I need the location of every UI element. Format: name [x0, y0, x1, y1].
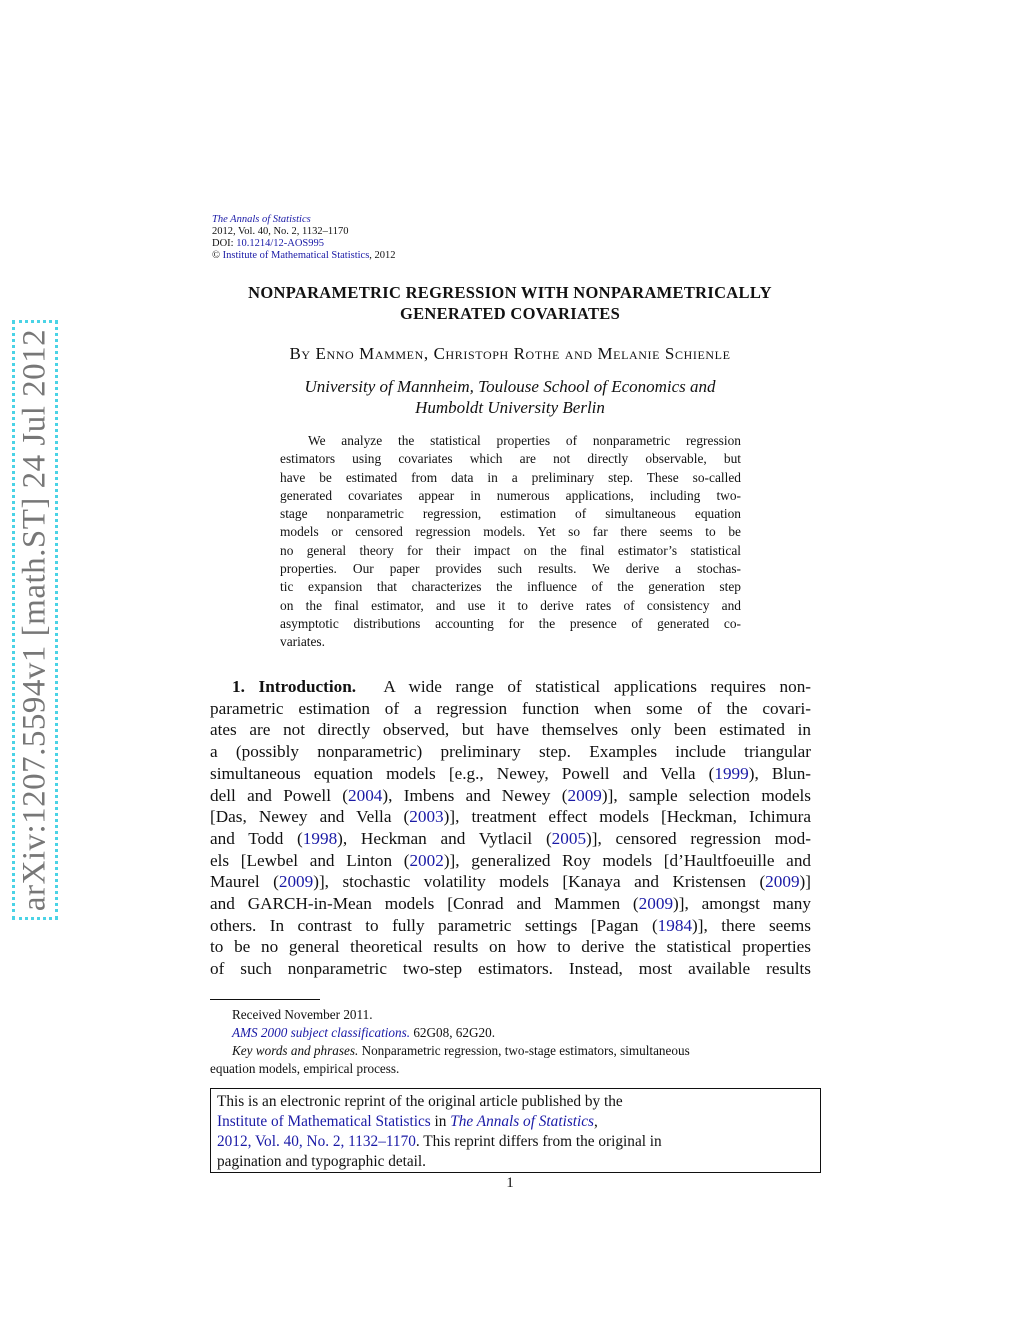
- keywords: [210, 1042, 811, 1060]
- intro-text: [Das, Newey and Vella (: [210, 807, 410, 827]
- intro-text: els [Lewbel and Linton (: [210, 850, 410, 870]
- intro-text: and Todd (: [210, 828, 303, 848]
- abstract-line: variates.: [280, 634, 325, 650]
- intro-text: Maurel (: [210, 872, 279, 892]
- intro-text: )], treatment effect models [Heckman, Ichimura: [443, 807, 812, 827]
- intro-line: [210, 915, 811, 937]
- abstract-line: generated covariates appear in numerous applications, including two-: [280, 487, 741, 503]
- citation-link[interactable]: 1998: [302, 828, 338, 848]
- abstract-line: We analyze the statistical properties of nonparametric regression: [308, 433, 741, 448]
- intro-line: of such nonparametric two-step estimators. Instead, most available results: [210, 959, 811, 979]
- copyright-year: , 2012: [369, 250, 396, 261]
- citation-link[interactable]: 1984: [657, 915, 693, 935]
- citation-link[interactable]: 2009: [278, 872, 314, 892]
- intro-line: ates are not directly observed, but have themselves only been estimated in: [210, 720, 811, 740]
- intro-text: simultaneous equation models [e.g., Newey, Powell and Vella (: [210, 763, 715, 783]
- page-number: 1: [506, 1175, 514, 1191]
- intro-text: )], there seems: [692, 915, 811, 935]
- reprint-notice: [210, 1088, 821, 1173]
- intro-text: others. In contrast to fully parametric settings [Pagan (: [210, 915, 658, 935]
- ams-codes: 62G08, 62G20.: [410, 1025, 496, 1040]
- intro-line: a (possibly nonparametric) preliminary step. Examples include triangular: [210, 742, 811, 762]
- journal-header: [212, 214, 396, 262]
- copyright-line: [212, 250, 396, 262]
- received-date: Received November 2011.: [232, 1007, 373, 1022]
- intro-text: )], stochastic volatility models [Kanaya and Kristensen (: [313, 872, 766, 892]
- intro-line: [210, 893, 811, 915]
- citation-link[interactable]: 2005: [551, 828, 587, 848]
- intro-text: ), Blun-: [748, 763, 812, 783]
- abstract-line: models or censored regression models. Yet so far there seems to be: [280, 524, 741, 540]
- abstract-line: estimators using covariates which are not directly observable, but: [280, 451, 741, 467]
- reprint-line: [217, 1112, 814, 1132]
- intro-text: )], sample selection models: [601, 785, 811, 805]
- intro-line: [210, 676, 811, 698]
- intro-text: dell and Powell (: [210, 785, 349, 805]
- intro-line: [210, 785, 811, 807]
- doi-link[interactable]: 10.1214/12-AOS995: [236, 238, 325, 249]
- reprint-text: ,: [594, 1113, 598, 1130]
- abstract-line: have be estimated from data in a preliminary step. These so-called: [280, 469, 741, 485]
- affiliations: [200, 376, 820, 418]
- reprint-line: This is an electronic reprint of the original article published by the: [217, 1093, 623, 1110]
- paper-title: [200, 282, 820, 324]
- citation-link[interactable]: 2009: [567, 785, 602, 805]
- doi-line: [212, 238, 396, 250]
- intro-line: [210, 850, 811, 872]
- reprint-line: pagination and typographic detail.: [217, 1153, 426, 1170]
- citation-link[interactable]: 2009: [765, 872, 800, 892]
- abstract-line: properties. Our paper provides such results. We derive a stochas-: [280, 561, 741, 577]
- keywords-text: Nonparametric regression, two-stage estimators, simultaneous: [358, 1043, 690, 1058]
- footnote-divider: [210, 999, 320, 1000]
- abstract: [280, 432, 741, 652]
- authors: By Enno Mammen, Christoph Rothe and Melanie Schienle: [289, 344, 731, 363]
- intro-line: [210, 806, 811, 828]
- intro-line: [210, 828, 811, 850]
- institute-link[interactable]: Institute of Mathematical Statistics: [222, 250, 370, 261]
- copyright-icon: ©: [212, 250, 220, 261]
- intro-line: [210, 871, 811, 893]
- intro-text: )]: [799, 872, 811, 892]
- intro-text: A wide range of statistical applications requires non-: [383, 677, 812, 696]
- ams-link[interactable]: AMS 2000 subject classifications.: [232, 1025, 411, 1040]
- intro-text: )], generalized Roy models [d’Haultfoeuille and: [443, 850, 812, 870]
- intro-text: )], censored regression mod-: [586, 828, 811, 848]
- abstract-line: asymptotic distributions accounting for the presence of generated co-: [280, 615, 741, 631]
- doi-label: DOI:: [212, 238, 237, 249]
- abstract-line: on the final estimator, and use it to derive rates of consistency and: [280, 597, 741, 613]
- volume-info: 2012, Vol. 40, No. 2, 1132–1170: [212, 226, 349, 237]
- intro-text: )], amongst many: [673, 894, 811, 914]
- abstract-line: no general theory for their impact on the final estimator’s statistical: [280, 542, 741, 558]
- keywords-continued: equation models, empirical process.: [210, 1061, 400, 1076]
- footnotes: [210, 1006, 811, 1078]
- introduction-section: [210, 676, 811, 980]
- journal-name[interactable]: The Annals of Statistics: [212, 214, 311, 225]
- arxiv-id[interactable]: arXiv:1207.5594v1 [math.ST] 24 Jul 2012: [16, 328, 53, 912]
- institute-link[interactable]: Institute of Mathematical Statistics: [217, 1113, 431, 1130]
- citation-link[interactable]: 2012, Vol. 40, No. 2, 1132–1170: [217, 1133, 416, 1150]
- reprint-text: . This reprint differs from the original in: [415, 1133, 662, 1150]
- citation-link[interactable]: 2009: [638, 894, 674, 914]
- citation-link[interactable]: 2002: [409, 850, 444, 870]
- intro-line: to be no general theoretical results on how to derive the statistical properties: [210, 937, 811, 957]
- affiliation-line-1: University of Mannheim, Toulouse School of Economics and: [304, 377, 716, 396]
- citation-link[interactable]: 1999: [714, 763, 749, 783]
- title-line-1: NONPARAMETRIC REGRESSION WITH NONPARAMETRICALLY: [248, 283, 772, 302]
- title-line-2: GENERATED COVARIATES: [399, 304, 621, 323]
- abstract-line: stage nonparametric regression, estimation of simultaneous equation: [280, 506, 741, 522]
- reprint-text: in: [430, 1113, 451, 1130]
- intro-text: ), Heckman and Vytlacil (: [337, 828, 552, 848]
- citation-link[interactable]: 2004: [348, 785, 383, 805]
- affiliation-line-2: Humboldt University Berlin: [415, 398, 605, 417]
- keywords-label: Key words and phrases.: [232, 1043, 359, 1058]
- intro-line: [210, 763, 811, 785]
- section-heading: 1. Introduction.: [232, 677, 357, 696]
- abstract-line: tic expansion that characterizes the influence of the generation step: [280, 579, 741, 595]
- intro-line: parametric estimation of a regression function when some of the covari-: [210, 698, 811, 718]
- intro-text: and GARCH-in-Mean models [Conrad and Mammen (: [210, 894, 639, 914]
- citation-link[interactable]: 2003: [409, 807, 444, 827]
- ams-classification: [210, 1024, 811, 1042]
- reprint-line: [217, 1132, 814, 1152]
- intro-text: ), Imbens and Newey (: [382, 785, 568, 805]
- arxiv-stamp[interactable]: [12, 320, 58, 920]
- journal-link[interactable]: The Annals of Statistics: [450, 1113, 595, 1130]
